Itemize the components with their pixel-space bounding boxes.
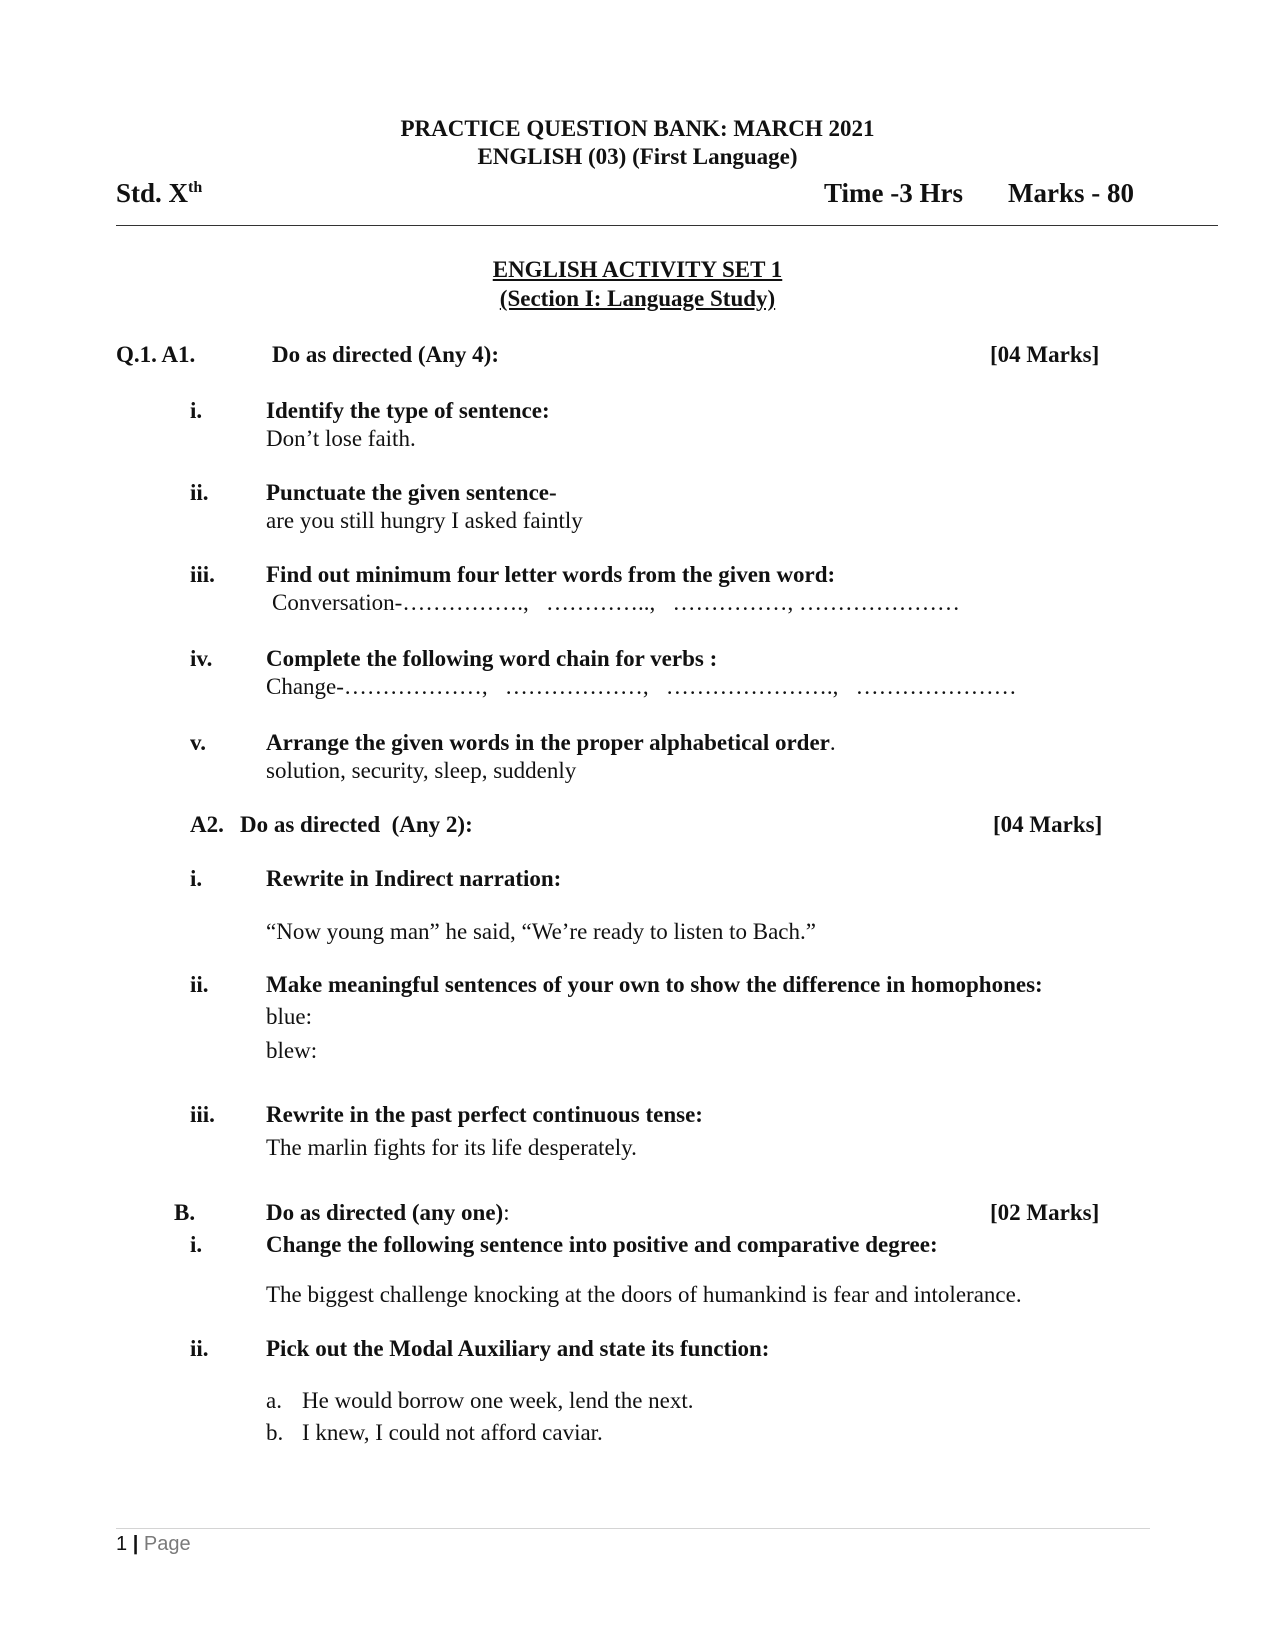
standard-label [116,178,202,209]
a2-item-number: iii. [190,1102,215,1127]
a1-item-instruction: Punctuate the given sentence- [266,480,557,505]
time-label: Time -3 Hrs [824,178,963,208]
standard-superscript: th [188,179,203,196]
sub-item-letter: b. [266,1420,284,1445]
a1-item-blanks: Conversation-……………., ………….., ……………, ………………… [272,590,961,615]
a2-item-number: ii. [190,972,209,997]
a1-item-number: v. [190,730,206,755]
q1-a1-title: Do as directed (Any 4): [272,342,499,367]
footer-divider [116,1528,1150,1529]
standard-text: Std. X [116,178,189,208]
section-title: (Section I: Language Study) [499,286,776,311]
a1-item-number: ii. [190,480,209,505]
b-title-line [266,1200,510,1226]
page-footer [116,1533,191,1556]
a2-item-instruction: Make meaningful sentences of your own to show the difference in homophones: [266,972,1043,997]
b-label: B. [174,1200,196,1225]
a1-item-text: solution, security, sleep, suddenly [266,758,577,783]
a1-item-instruction: Find out minimum four letter words from the given word: [266,562,836,587]
a2-item-text: The marlin fights for its life desperately. [266,1135,637,1160]
a2-item-instruction: Rewrite in Indirect narration: [266,866,562,891]
a1-item-instruction-tail: . [829,730,836,755]
a1-item-number: iv. [190,646,213,671]
header-divider [116,225,1218,226]
page-number: 1 [116,1533,128,1555]
a2-marks: [04 Marks] [993,812,1103,837]
page-separator: | [132,1533,139,1555]
a2-item-number: i. [190,866,203,891]
homophone-blue: blue: [266,1004,312,1029]
a1-item-instruction: Identify the type of sentence: [266,398,550,423]
sub-item-text: I knew, I could not afford caviar. [302,1420,603,1445]
sub-item-letter: a. [266,1388,282,1413]
b-item-instruction: Change the following sentence into positive and comparative degree: [266,1232,938,1257]
a1-item-number: i. [190,398,203,423]
homophone-blew: blew: [266,1038,318,1063]
marks-label: Marks - 80 [1008,178,1134,208]
a1-item-instruction-line [266,730,836,756]
a1-item-number: iii. [190,562,215,587]
b-item-text: The biggest challenge knocking at the doors of humankind is fear and intolerance. [266,1282,1022,1307]
b-title: Do as directed (any one) [266,1200,504,1225]
b-item-instruction: Pick out the Modal Auxiliary and state its function: [266,1336,770,1361]
a2-item-text: “Now young man” he said, “We’re ready to listen to Bach.” [266,919,816,944]
b-title-tail: : [503,1200,510,1225]
a2-title: Do as directed (Any 2): [240,812,473,837]
a1-item-blanks: Change-………………, ………………, …………………., ………………… [266,674,1017,699]
a2-item-instruction: Rewrite in the past perfect continuous tense: [266,1102,703,1127]
a1-item-instruction: Complete the following word chain for verbs : [266,646,718,671]
a1-item-instruction: Arrange the given words in the proper alphabetical order [266,730,830,755]
b-item-number: ii. [190,1336,209,1361]
a1-item-text: Don’t lose faith. [266,426,416,451]
header-line-2: ENGLISH (03) (First Language) [477,144,798,169]
sub-item-text: He would borrow one week, lend the next. [302,1388,694,1413]
header-line-1: PRACTICE QUESTION BANK: MARCH 2021 [400,116,875,141]
a1-item-text: are you still hungry I asked faintly [266,508,583,533]
b-marks: [02 Marks] [990,1200,1100,1225]
b-item-number: i. [190,1232,203,1257]
set-title: ENGLISH ACTIVITY SET 1 [492,257,783,282]
page-label: Page [143,1533,191,1555]
q1-a1-label: Q.1. A1. [116,342,196,367]
a2-label: A2. [190,812,224,837]
q1-a1-marks: [04 Marks] [990,342,1100,367]
